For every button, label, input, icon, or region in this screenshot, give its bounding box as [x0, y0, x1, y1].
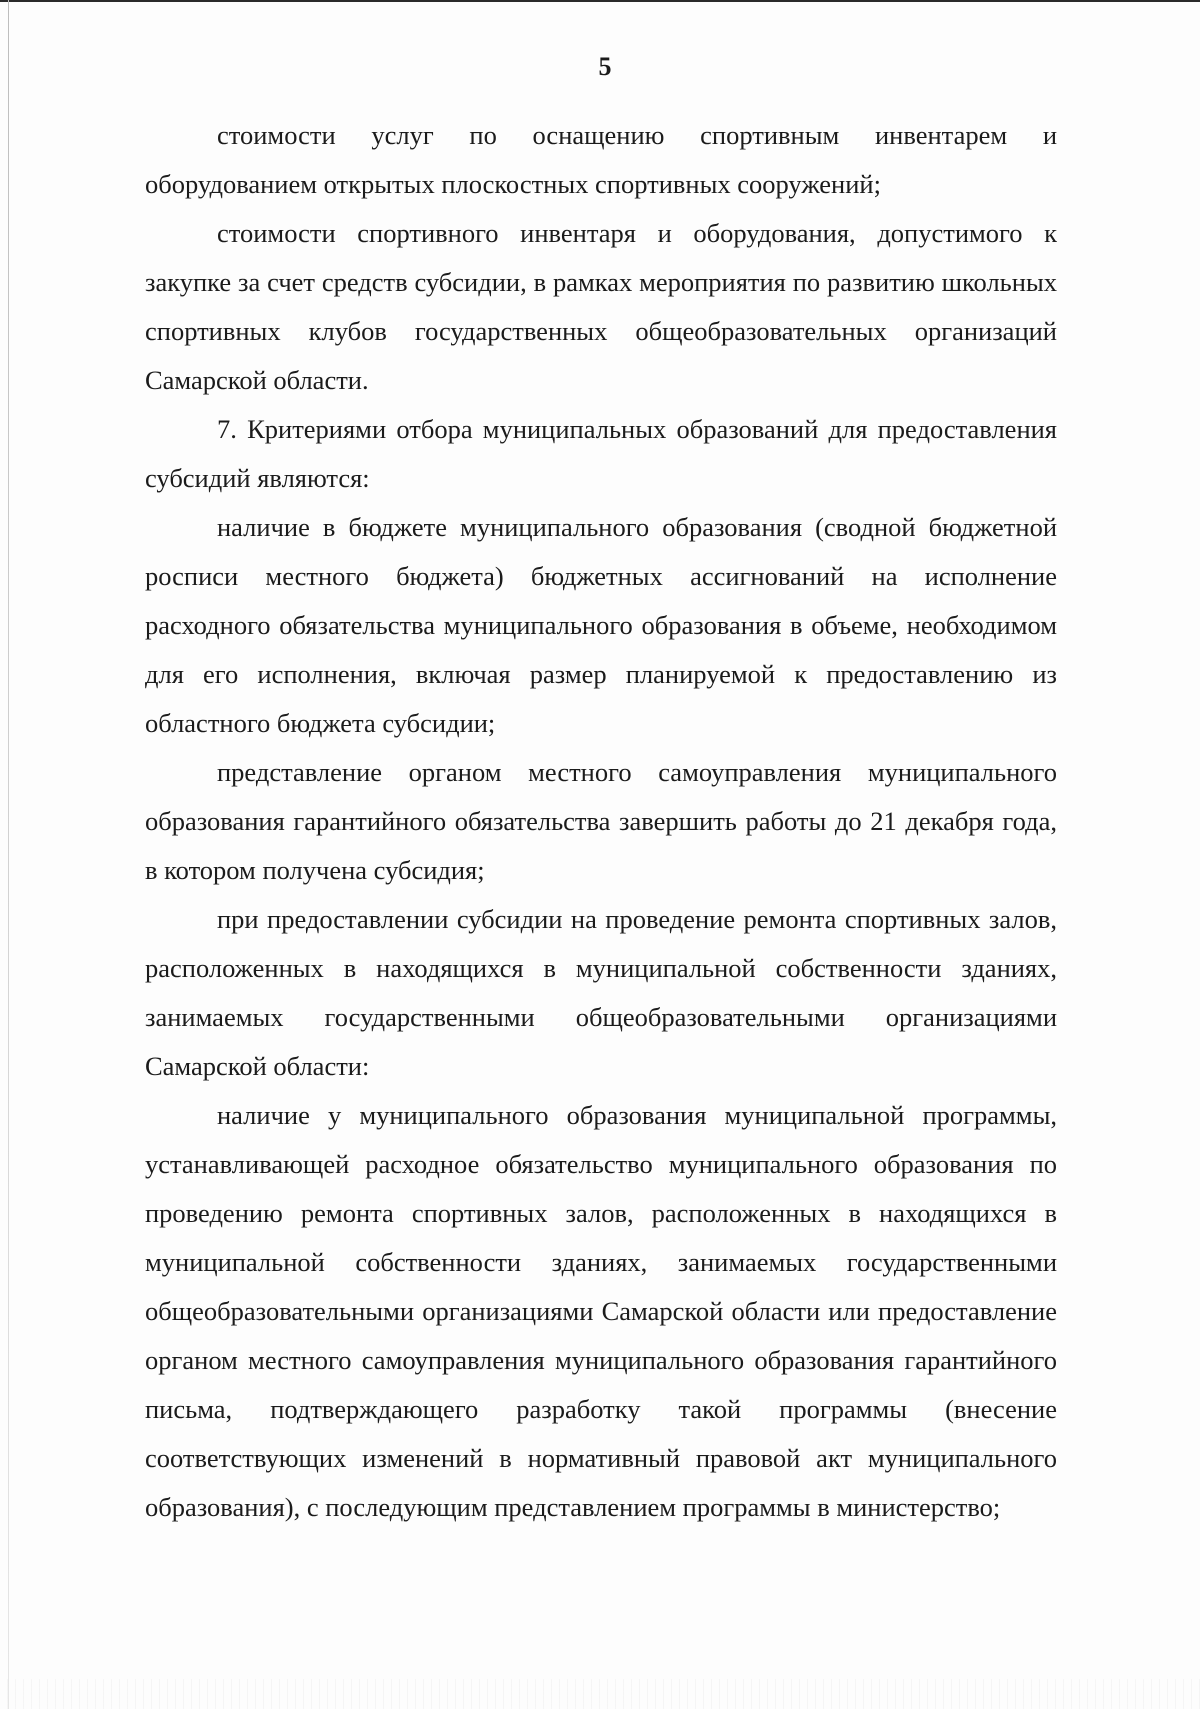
scan-left-edge [8, 0, 9, 1709]
paragraph-equipment-services-cost: стоимости услуг по оснащению спортивным инвентарем и оборудованием открытых плоскостных спортивных сооружений; [145, 120, 1057, 199]
page-number: 5 [598, 52, 612, 81]
paragraph-sport-inventory-cost: стоимости спортивного инвентаря и оборудования, допустимого к закупке за счет средств субсидии, в рамках мероприятия по развитию школьных спортивных клубов государственных общеобразовательных организаций Самарской области. [145, 218, 1057, 395]
paragraph-gym-repair-condition: при предоставлении субсидии на проведение ремонта спортивных залов, расположенных в находящихся в муниципальной собственности зданиях, занимаемых государственными общеобразовательными организациями Самарской области: [145, 904, 1057, 1081]
paragraph-municipal-program: наличие у муниципального образования муниципальной программы, устанавливающей расходное обязательство муниципального образования по проведению ремонта спортивных залов, расположенных в находящихся в муниципальной собственности зданиях, занимаемых государственными общеобразовательными организациями Самарской области или предоставление органом местного самоуправления муниципального образования гарантийного письма, подтверждающего разработку такой программы (внесение соответствующих изменений в нормативный правовой акт муниципального образования), с последующим представлением программы в министерство; [145, 1100, 1057, 1522]
document-body [145, 111, 1057, 1532]
paragraph-selection-criteria: 7. Критериями отбора муниципальных образований для предоставления субсидий являются: [145, 414, 1057, 493]
scan-noise [0, 1679, 1200, 1709]
paragraph-budget-allocation: наличие в бюджете муниципального образования (сводной бюджетной росписи местного бюджета) бюджетных ассигнований на исполнение расходного обязательства муниципального образования в объеме, необходимом для его исполнения, включая размер планируемой к предоставлению из областного бюджета субсидии; [145, 512, 1057, 738]
paragraph-guarantee-obligation: представление органом местного самоуправления муниципального образования гарантийного обязательства завершить работы до 21 декабря года, в котором получена субсидия; [145, 757, 1057, 885]
scan-top-edge [0, 0, 1200, 10]
